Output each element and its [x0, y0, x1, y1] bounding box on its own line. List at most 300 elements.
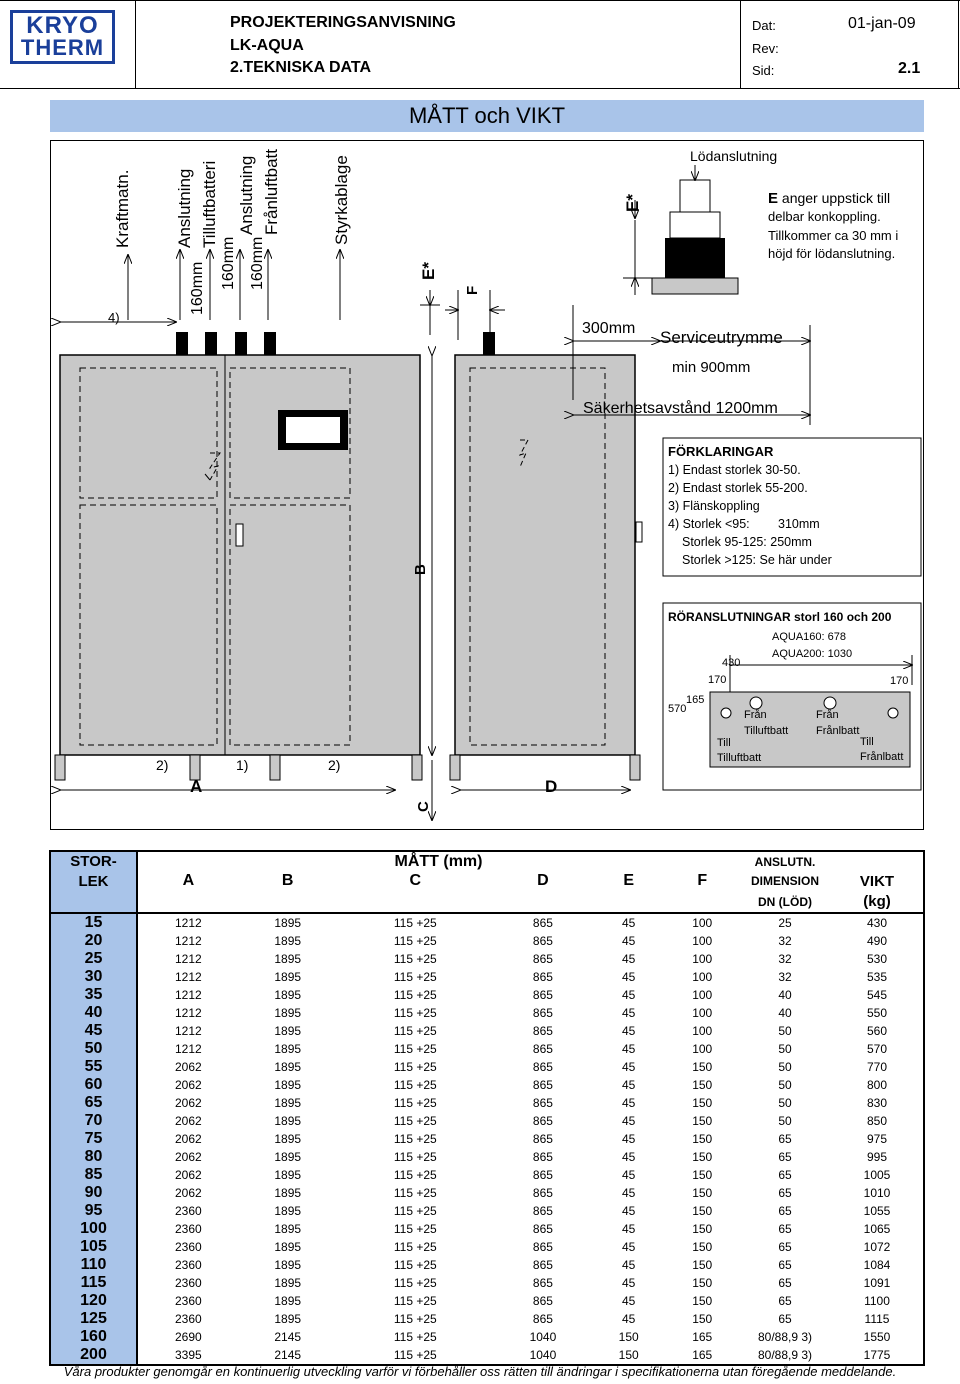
- page-value: 2.1: [898, 60, 921, 77]
- size-cell: 95: [50, 1202, 137, 1220]
- legend-item-2: 2) Endast storlek 55-200.: [668, 481, 808, 495]
- e-star-right: E*: [623, 194, 642, 212]
- value-cell: 45: [622, 1240, 636, 1254]
- value-cell: 2062: [174, 1078, 202, 1092]
- table-row: [50, 1256, 924, 1274]
- value-cell: 115 +25: [393, 1006, 437, 1020]
- value-cell: 865: [532, 1168, 553, 1182]
- lodanslutning-label: Lödanslutning: [690, 148, 778, 164]
- size-cell: 65: [50, 1094, 137, 1112]
- doc-title-line3: 2.TEKNISKA DATA: [230, 59, 372, 76]
- value-cell: 45: [622, 1294, 636, 1308]
- size-cell: 25: [50, 950, 137, 968]
- value-cell: 45: [622, 1024, 636, 1038]
- legend-item-5: Storlek 95-125: 250mm: [682, 535, 812, 549]
- size-cell: 35: [50, 986, 137, 1004]
- value-cell: 865: [532, 1132, 553, 1146]
- value-cell: 2360: [174, 1312, 202, 1326]
- value-cell: 50: [778, 1096, 792, 1110]
- value-cell: 65: [778, 1150, 792, 1164]
- header-anslutn-3: DN (LÖD): [758, 894, 812, 909]
- value-cell: 65: [778, 1258, 792, 1272]
- value-cell: 1895: [274, 1204, 302, 1218]
- table-row: [50, 1346, 924, 1365]
- value-cell: 115 +25: [393, 1240, 437, 1254]
- value-cell: 975: [866, 1132, 888, 1146]
- value-cell: 1775: [863, 1348, 891, 1362]
- dimensions-table: [49, 850, 925, 1366]
- min900-label: min 900mm: [672, 359, 751, 376]
- value-cell: 80/88,9 3): [757, 1348, 813, 1362]
- dim-300-label: 300mm: [582, 320, 636, 337]
- pipe-box-title: RÖRANSLUTNINGAR storl 160 och 200: [668, 610, 892, 624]
- value-cell: 865: [532, 1204, 553, 1218]
- e-note-line4: höjd för lödanslutning.: [768, 246, 896, 261]
- size-cell: 55: [50, 1058, 137, 1076]
- value-cell: 865: [532, 1060, 553, 1074]
- size-cell: 50: [50, 1040, 137, 1058]
- date-label: Dat:: [752, 18, 776, 33]
- foot-1: [55, 755, 65, 780]
- value-cell: 32: [778, 970, 792, 984]
- value-cell: 115 +25: [393, 1132, 437, 1146]
- foot-note-2a: 2): [156, 757, 169, 773]
- value-cell: 100: [692, 1006, 713, 1020]
- value-cell: 40: [778, 988, 792, 1002]
- value-cell: 150: [692, 1114, 713, 1128]
- value-cell: 1212: [174, 988, 202, 1002]
- label-styrkablage: Styrkablage: [332, 155, 351, 245]
- value-cell: 45: [622, 1132, 636, 1146]
- serviceutrymme-label: Serviceutrymme: [660, 328, 783, 347]
- size-cell: 90: [50, 1184, 137, 1202]
- pipe-hole-4: [888, 708, 898, 718]
- safety-distance-label: Säkerhetsavstånd 1200mm: [583, 400, 778, 417]
- value-cell: 150: [692, 1168, 713, 1182]
- value-cell: 45: [622, 1222, 636, 1236]
- value-cell: 1895: [274, 1060, 302, 1074]
- value-cell: 32: [778, 952, 792, 966]
- value-cell: 1895: [274, 1024, 302, 1038]
- value-cell: 800: [866, 1078, 888, 1092]
- solder-pipe: [680, 180, 710, 212]
- value-cell: 1895: [274, 1276, 302, 1290]
- size-cell: 30: [50, 968, 137, 986]
- table-row: [50, 1022, 924, 1040]
- value-cell: 2062: [174, 1168, 202, 1182]
- pipe-label-franlbatt-2: Frånlbatt: [860, 751, 904, 763]
- label-kraftmatn: Kraftmatn.: [113, 169, 132, 248]
- value-cell: 150: [692, 1294, 713, 1308]
- value-cell: 150: [692, 1312, 713, 1326]
- value-cell: 115 +25: [393, 1222, 437, 1236]
- value-cell: 1895: [274, 1168, 302, 1182]
- value-cell: 1895: [274, 1258, 302, 1272]
- value-cell: 115 +25: [393, 988, 437, 1002]
- value-cell: 865: [532, 1150, 553, 1164]
- doc-title-line1: PROJEKTERINGSANVISNING: [230, 14, 456, 31]
- value-cell: 45: [622, 1006, 636, 1020]
- value-cell: 115 +25: [393, 1186, 437, 1200]
- value-cell: 1040: [529, 1348, 557, 1362]
- disclaimer-footer: Våra produkter genomgår en kontinuerlig utveckling varför vi förbehåller oss rätten till ändringar i specifikationerna utan föregående meddelande.: [63, 1364, 897, 1379]
- table-row: [50, 1112, 924, 1130]
- value-cell: 150: [692, 1204, 713, 1218]
- side-handle: [636, 522, 642, 542]
- doc-title-line2: LK-AQUA: [230, 37, 304, 54]
- value-cell: 550: [866, 1006, 888, 1020]
- value-cell: 490: [866, 934, 888, 948]
- value-cell: 1040: [529, 1330, 557, 1344]
- header-c: C: [409, 872, 422, 889]
- header-storlek-1: STOR-: [50, 851, 137, 871]
- value-cell: 65: [778, 1276, 792, 1290]
- value-cell: 115 +25: [393, 1258, 437, 1272]
- side-foot-1: [450, 755, 460, 780]
- size-cell: 100: [50, 1220, 137, 1238]
- value-cell: 115 +25: [393, 916, 437, 930]
- value-cell: 150: [692, 1078, 713, 1092]
- table-row: [50, 1094, 924, 1112]
- value-cell: 865: [532, 1078, 553, 1092]
- dim-170-a: 170: [708, 674, 727, 686]
- pipe-label-fran-1: Från: [744, 709, 767, 721]
- value-cell: 2145: [274, 1348, 302, 1362]
- label-franluftbatt: Frånluftbatt: [262, 149, 281, 235]
- value-cell: 45: [622, 988, 636, 1002]
- value-cell: 1895: [274, 916, 302, 930]
- value-cell: 1212: [174, 1042, 202, 1056]
- value-cell: 115 +25: [393, 1276, 437, 1290]
- table-row: [50, 1058, 924, 1076]
- page-label: Sid:: [752, 63, 775, 78]
- value-cell: 115 +25: [393, 1294, 437, 1308]
- value-cell: 560: [866, 1024, 888, 1038]
- value-cell: 1895: [274, 1078, 302, 1092]
- value-cell: 45: [622, 952, 636, 966]
- value-cell: 865: [532, 952, 553, 966]
- value-cell: 1212: [174, 916, 202, 930]
- value-cell: 865: [532, 970, 553, 984]
- value-cell: 50: [778, 1078, 792, 1092]
- value-cell: 2690: [174, 1330, 202, 1344]
- value-cell: 65: [778, 1204, 792, 1218]
- table-row: [50, 1292, 924, 1310]
- value-cell: 115 +25: [393, 1042, 437, 1056]
- pipe-hole-2: [824, 697, 836, 709]
- value-cell: 115 +25: [393, 1330, 437, 1344]
- legend-title: FÖRKLARINGAR: [668, 444, 774, 459]
- value-cell: 65: [778, 1312, 792, 1326]
- value-cell: 530: [866, 952, 888, 966]
- a-dimension-label: A: [190, 777, 203, 796]
- size-cell: 105: [50, 1238, 137, 1256]
- value-cell: 865: [532, 1312, 553, 1326]
- pipe-hole-3: [721, 708, 731, 718]
- value-cell: 2062: [174, 1150, 202, 1164]
- foot-note-1: 1): [236, 757, 249, 773]
- value-cell: 45: [622, 1060, 636, 1074]
- value-cell: 115 +25: [393, 952, 437, 966]
- revision-label: Rev:: [752, 41, 779, 56]
- value-cell: 1895: [274, 1240, 302, 1254]
- table-row: [50, 1310, 924, 1328]
- value-cell: 1010: [863, 1186, 891, 1200]
- pipe-hole-1: [750, 697, 762, 709]
- value-cell: 115 +25: [393, 1078, 437, 1092]
- value-cell: 2360: [174, 1258, 202, 1272]
- table-row: [50, 1166, 924, 1184]
- value-cell: 1212: [174, 970, 202, 984]
- size-cell: 70: [50, 1112, 137, 1130]
- value-cell: 865: [532, 1114, 553, 1128]
- value-cell: 100: [692, 1024, 713, 1038]
- value-cell: 45: [622, 1258, 636, 1272]
- dim-160-2: 160mm: [220, 236, 237, 290]
- value-cell: 2062: [174, 1186, 202, 1200]
- table-row: [50, 1004, 924, 1022]
- side-connector: [483, 332, 495, 355]
- table-row: [50, 1040, 924, 1058]
- value-cell: 2062: [174, 1114, 202, 1128]
- value-cell: 995: [866, 1150, 888, 1164]
- table-row: [50, 1184, 924, 1202]
- value-cell: 115 +25: [393, 1150, 437, 1164]
- value-cell: 45: [622, 1150, 636, 1164]
- value-cell: 45: [622, 934, 636, 948]
- dim-160-3: 160mm: [249, 236, 266, 290]
- value-cell: 865: [532, 1006, 553, 1020]
- table-row: [50, 950, 924, 968]
- value-cell: 115 +25: [393, 1060, 437, 1074]
- value-cell: 150: [618, 1348, 639, 1362]
- label-anslutning-2: Anslutning: [237, 155, 256, 235]
- pipe-label-franlbatt-1: Frånlbatt: [816, 725, 860, 737]
- value-cell: 45: [622, 1276, 636, 1290]
- value-cell: 535: [866, 970, 888, 984]
- solder-top: [670, 212, 720, 238]
- c-dimension-label: C: [415, 801, 432, 812]
- dim-430: 430: [722, 657, 741, 669]
- header-storlek-2: LEK: [50, 871, 137, 891]
- value-cell: 1895: [274, 1312, 302, 1326]
- legend-item-4b: 310mm: [778, 517, 820, 531]
- value-cell: 1115: [864, 1312, 890, 1326]
- table-row: [50, 1274, 924, 1292]
- dim-570: 570: [668, 703, 687, 715]
- pipe-label-fran-2: Från: [816, 709, 839, 721]
- value-cell: 1084: [863, 1258, 891, 1272]
- drawing-svg: [50, 140, 924, 830]
- value-cell: 1055: [863, 1204, 891, 1218]
- dimension-drawing: [50, 140, 924, 830]
- size-cell: 110: [50, 1256, 137, 1274]
- legend-item-6: Storlek >125: Se här under: [682, 553, 832, 567]
- legend-item-4a: 4) Storlek <95:: [668, 517, 750, 531]
- header-e: E: [623, 872, 635, 889]
- value-cell: 2062: [174, 1060, 202, 1074]
- value-cell: 65: [778, 1186, 792, 1200]
- legend-item-3: 3) Flänskoppling: [668, 499, 760, 513]
- company-logo: KRYO THERM: [10, 10, 115, 64]
- header-anslutn-2: DIMENSION: [750, 874, 819, 888]
- value-cell: 45: [622, 1078, 636, 1092]
- connector-tillluft-1: [205, 332, 217, 355]
- e-note-line3: Tillkommer ca 30 mm i: [768, 228, 899, 243]
- value-cell: 115 +25: [393, 1312, 437, 1326]
- size-cell: 125: [50, 1310, 137, 1328]
- pipe-label-tilluftbatt-2: Tilluftbatt: [717, 752, 762, 764]
- legend-item-1: 1) Endast storlek 30-50.: [668, 463, 801, 477]
- value-cell: 100: [692, 916, 713, 930]
- header-vikt-1: VIKT: [859, 872, 895, 890]
- value-cell: 2360: [174, 1222, 202, 1236]
- value-cell: 115 +25: [393, 1204, 437, 1218]
- value-cell: 45: [622, 916, 636, 930]
- value-cell: 115 +25: [393, 1024, 437, 1038]
- aqua160-label: AQUA160: 678: [772, 631, 846, 643]
- value-cell: 865: [532, 1096, 553, 1110]
- header-f: F: [697, 872, 708, 889]
- table-body: [50, 913, 924, 1365]
- value-cell: 45: [622, 1168, 636, 1182]
- value-cell: 2062: [174, 1096, 202, 1110]
- value-cell: 165: [692, 1330, 713, 1344]
- value-cell: 100: [692, 952, 713, 966]
- header-anslutn-1: ANSLUTN.: [754, 854, 816, 869]
- value-cell: 50: [778, 1042, 792, 1056]
- value-cell: 45: [622, 1096, 636, 1110]
- table-row: [50, 913, 924, 932]
- pipe-label-till-2: Till: [860, 736, 874, 748]
- value-cell: 1895: [274, 1114, 302, 1128]
- value-cell: 45: [622, 1204, 636, 1218]
- aqua200-label: AQUA200: 1030: [772, 648, 853, 660]
- value-cell: 2360: [174, 1276, 202, 1290]
- value-cell: 430: [866, 916, 888, 930]
- value-cell: 50: [778, 1114, 792, 1128]
- value-cell: 1212: [174, 952, 202, 966]
- value-cell: 150: [618, 1330, 639, 1344]
- value-cell: 115 +25: [393, 1168, 437, 1182]
- value-cell: 2360: [174, 1240, 202, 1254]
- value-cell: 45: [622, 1114, 636, 1128]
- value-cell: 165: [692, 1348, 713, 1362]
- table-row: [50, 1148, 924, 1166]
- value-cell: 570: [866, 1042, 888, 1056]
- value-cell: 865: [532, 934, 553, 948]
- value-cell: 2062: [174, 1132, 202, 1146]
- door-handle: [236, 524, 243, 546]
- dim-170-b: 170: [890, 675, 909, 687]
- connector-franluft: [264, 332, 276, 355]
- value-cell: 865: [532, 1024, 553, 1038]
- size-cell: 20: [50, 932, 137, 950]
- value-cell: 865: [532, 1276, 553, 1290]
- header-b: B: [281, 872, 294, 889]
- size-cell: 40: [50, 1004, 137, 1022]
- value-cell: 45: [622, 1186, 636, 1200]
- foot-note-2b: 2): [328, 757, 341, 773]
- value-cell: 1895: [274, 1294, 302, 1308]
- size-cell: 85: [50, 1166, 137, 1184]
- value-cell: 865: [532, 1042, 553, 1056]
- header-matt: MÅTT (mm): [394, 852, 483, 870]
- base-plate: [652, 278, 738, 294]
- value-cell: 115 +25: [393, 970, 437, 984]
- value-cell: 865: [532, 1294, 553, 1308]
- size-cell: 15: [50, 913, 137, 932]
- table-row: [50, 1076, 924, 1094]
- value-cell: 45: [622, 1312, 636, 1326]
- size-cell: 120: [50, 1292, 137, 1310]
- f-label: F: [464, 285, 481, 295]
- value-cell: 115 +25: [393, 1096, 437, 1110]
- section-title: MÅTT och VIKT: [50, 100, 924, 132]
- foot-4: [412, 755, 422, 780]
- solder-connection: [665, 238, 725, 278]
- value-cell: 32: [778, 934, 792, 948]
- note-4-label: 4): [108, 310, 120, 325]
- value-cell: 865: [532, 916, 553, 930]
- value-cell: 3395: [174, 1348, 202, 1362]
- value-cell: 115 +25: [393, 1114, 437, 1128]
- value-cell: 1895: [274, 1186, 302, 1200]
- pipe-label-till-1: Till: [717, 737, 731, 749]
- foot-3: [270, 755, 280, 780]
- value-cell: 2145: [274, 1330, 302, 1344]
- table-row: [50, 932, 924, 950]
- page-header: [0, 0, 960, 90]
- value-cell: 65: [778, 1240, 792, 1254]
- value-cell: 1895: [274, 1150, 302, 1164]
- size-cell: 115: [50, 1274, 137, 1292]
- value-cell: 1091: [863, 1276, 891, 1290]
- value-cell: 150: [692, 1150, 713, 1164]
- table-row: [50, 1202, 924, 1220]
- value-cell: 1895: [274, 1042, 302, 1056]
- value-cell: 865: [532, 1258, 553, 1272]
- header-a: A: [182, 872, 195, 889]
- value-cell: 150: [692, 1060, 713, 1074]
- cabinet-front: [60, 355, 420, 755]
- b-dimension-label: B: [412, 564, 429, 575]
- value-cell: 1100: [864, 1294, 890, 1308]
- value-cell: 150: [692, 1132, 713, 1146]
- value-cell: 115 +25: [393, 1348, 437, 1362]
- value-cell: 65: [778, 1222, 792, 1236]
- value-cell: 1550: [863, 1330, 891, 1344]
- header-d: D: [537, 872, 549, 889]
- e-star-left: E*: [419, 262, 438, 280]
- size-cell: 45: [50, 1022, 137, 1040]
- date-value: 01-jan-09: [848, 15, 916, 32]
- table-row: [50, 1328, 924, 1346]
- size-cell: 75: [50, 1130, 137, 1148]
- size-cell: 160: [50, 1328, 137, 1346]
- value-cell: 1895: [274, 1096, 302, 1110]
- value-cell: 115 +25: [393, 934, 437, 948]
- table-row: [50, 1220, 924, 1238]
- label-tilluftbatteri: Tilluftbatteri: [200, 160, 219, 248]
- value-cell: 100: [692, 934, 713, 948]
- size-cell: 80: [50, 1148, 137, 1166]
- value-cell: 1895: [274, 1132, 302, 1146]
- e-note-line2: delbar konkoppling.: [768, 209, 881, 224]
- value-cell: 65: [778, 1132, 792, 1146]
- side-foot-2: [630, 755, 640, 780]
- value-cell: 45: [622, 1042, 636, 1056]
